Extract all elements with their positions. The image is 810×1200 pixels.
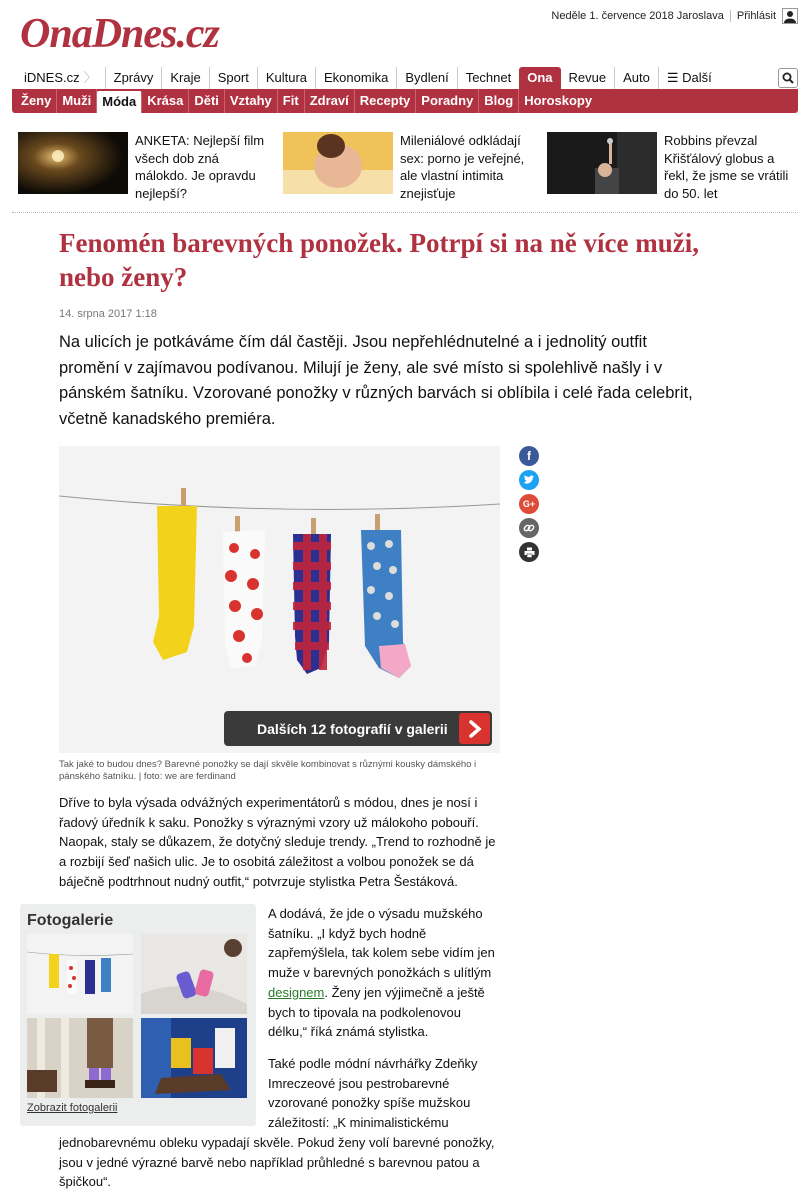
photo-gallery-box: [20, 904, 256, 1126]
nav-item-ekonomika[interactable]: Ekonomika: [316, 67, 397, 89]
show-gallery-link[interactable]: Zobrazit fotogalerii: [27, 1102, 118, 1114]
subnav-item-blog[interactable]: Blog: [479, 89, 519, 113]
teaser-title[interactable]: ANKETA: Nejlepší film všech dob zná málokdo. Je opravdu nejlepší?: [135, 133, 265, 201]
article-date: 14. srpna 2017 1:18: [59, 308, 157, 320]
teaser-thumbnail[interactable]: [283, 132, 393, 194]
teaser-thumbnail[interactable]: [18, 132, 128, 194]
link-icon: [523, 522, 535, 534]
subnav-item-zeny[interactable]: Ženy: [16, 89, 57, 113]
google-plus-icon: G+: [522, 499, 536, 509]
print-icon: [524, 547, 535, 558]
user-icon[interactable]: [782, 8, 798, 24]
copy-link-button[interactable]: [519, 518, 539, 538]
article-paragraph: A dodává, že jde o výsadu mužského šatníku. „I když bych hodně zapřemýšlela, tak kolem sebe vidím jen muže v barevných ponožkách s ulítlým designem. Ženy jen výjimečně a ještě bych to tipovala na podkolenovou délku,“ říká známá stylistka.: [268, 906, 495, 1040]
twitter-share-button[interactable]: [519, 470, 539, 490]
subnav-item-vztahy[interactable]: Vztahy: [225, 89, 278, 113]
article-paragraph: Dříve to byla výsada odvážných experimentátorů s módou, dnes je nosí i řadový úředník k saku. Ponožky s výraznými vzory už málokoho pobouří. Naopak, staly se důkazem, že dotyčný sleduje trendy. „Trend to rozhodně je a rozbijí šeď našich ulic. Je to osobitá záležitost a volbou ponožek se dá báječně podtrhnout nudný outfit,“ potvrzuje stylistka Petra Šestáková.: [59, 795, 496, 889]
print-button[interactable]: [519, 542, 539, 562]
subnav-item-recepty[interactable]: Recepty: [355, 89, 417, 113]
main-nav: [12, 67, 798, 89]
nav-item-technet[interactable]: Technet: [465, 70, 512, 85]
menu-icon: ☰: [666, 70, 679, 85]
top-bar: [551, 8, 798, 24]
facebook-icon: f: [527, 449, 531, 463]
social-share-bar: [519, 446, 539, 566]
article-paragraph: jednobarevnému obleku vypadají skvěle. Pokud ženy volí barevné ponožky, jsou v jedné výrazné barvě nebo například průhledné s barevnou patou a špičkou“.: [59, 1135, 495, 1190]
teaser-title[interactable]: Robbins převzal Křišťálový globus a řekl, že jsme se vrátili do 50. let: [664, 133, 789, 201]
subnav-item-fit[interactable]: Fit: [278, 89, 305, 113]
article-perex: Na ulicích je potkáváme čím dál častěji. Jsou nepřehlédnutelné a i jednolitý outfit promění v zajímavou podívanou. Milují je ženy, ale své místo si spolehlivě našly i v pánském šatníku. Vzorované ponožky v různých barvách si oblíbila i celé řada celebrit, včetně kanadského premiéra.: [59, 333, 693, 428]
article-headline: Fenomén barevných ponožek. Potrpí si na ně více muži, nebo ženy?: [59, 228, 699, 292]
separator: [730, 10, 731, 22]
date-line: Neděle 1. července 2018 Jaroslava: [551, 10, 724, 22]
nav-item-auto[interactable]: Auto: [615, 67, 659, 89]
article-paragraph: Také podle módní návrhářky Zdeňky Imreczeové jsou pestrobarevné vzorované ponožky spíše mužskou záležitostí: „K minimalistickému: [268, 1056, 478, 1131]
article-main-photo[interactable]: [59, 446, 500, 753]
nav-item-ona[interactable]: Ona: [519, 67, 560, 89]
nav-item-dalsi[interactable]: ☰ Další: [666, 70, 712, 85]
gallery-thumbnail[interactable]: [27, 934, 133, 1014]
teaser-item[interactable]: [283, 132, 533, 202]
gallery-thumbnail[interactable]: [141, 1018, 247, 1098]
nav-item-zpravy[interactable]: Zprávy: [106, 67, 163, 89]
facebook-share-button[interactable]: [519, 446, 539, 466]
designem-link[interactable]: designem: [268, 984, 325, 1000]
nav-item-idnes[interactable]: iDNES.cz 〉: [12, 67, 106, 89]
arrow-right-icon: [459, 713, 490, 744]
nav-item-sport[interactable]: Sport: [210, 67, 258, 89]
nav-item-bydleni[interactable]: Bydlení: [397, 67, 457, 89]
subnav-item-muzi[interactable]: Muži: [57, 89, 97, 113]
subnav-item-krasa[interactable]: Krása: [142, 89, 189, 113]
gallery-button[interactable]: [224, 711, 492, 746]
subnav-item-poradny[interactable]: Poradny: [416, 89, 479, 113]
teaser-item[interactable]: [18, 132, 268, 202]
teaser-title[interactable]: Mileniálové odkládají sex: porno je veřejné, ale vlastní intimita znejisťuje: [400, 133, 525, 201]
teaser-strip: [18, 132, 788, 202]
subnav-item-moda[interactable]: Móda: [97, 91, 142, 113]
google-plus-share-button[interactable]: [519, 494, 539, 514]
site-logo[interactable]: OnaDnes.cz: [20, 11, 219, 57]
gallery-button-label: Dalších 12 fotografií v galerii: [257, 720, 448, 737]
sub-nav: [12, 89, 798, 113]
twitter-icon: [523, 475, 535, 485]
nav-item-kraje[interactable]: Kraje: [162, 67, 209, 89]
gallery-thumbnail[interactable]: [27, 1018, 133, 1098]
nav-item-kultura[interactable]: Kultura: [258, 67, 316, 89]
teaser-thumbnail[interactable]: [547, 132, 657, 194]
socks-illustration: [59, 446, 500, 753]
search-button[interactable]: [778, 68, 798, 88]
gallery-thumbnail[interactable]: [141, 934, 247, 1014]
nav-item-revue[interactable]: Revue: [561, 67, 616, 89]
search-icon: [782, 72, 794, 84]
login-link[interactable]: Přihlásit: [736, 10, 776, 22]
subnav-item-horoskopy[interactable]: Horoskopy: [524, 93, 593, 108]
subnav-item-zdravi[interactable]: Zdraví: [305, 89, 355, 113]
teaser-item[interactable]: [547, 132, 797, 202]
subnav-item-deti[interactable]: Děti: [189, 89, 225, 113]
divider: [12, 212, 798, 213]
gallery-title: Fotogalerie: [27, 912, 114, 929]
photo-caption: Tak jaké to budou dnes? Barevné ponožky se dají skvěle kombinovat s různými kousky dámského i pánského šatníku. | foto: we are ferdinand: [59, 759, 477, 782]
chevron-right-icon: 〉: [83, 70, 97, 85]
